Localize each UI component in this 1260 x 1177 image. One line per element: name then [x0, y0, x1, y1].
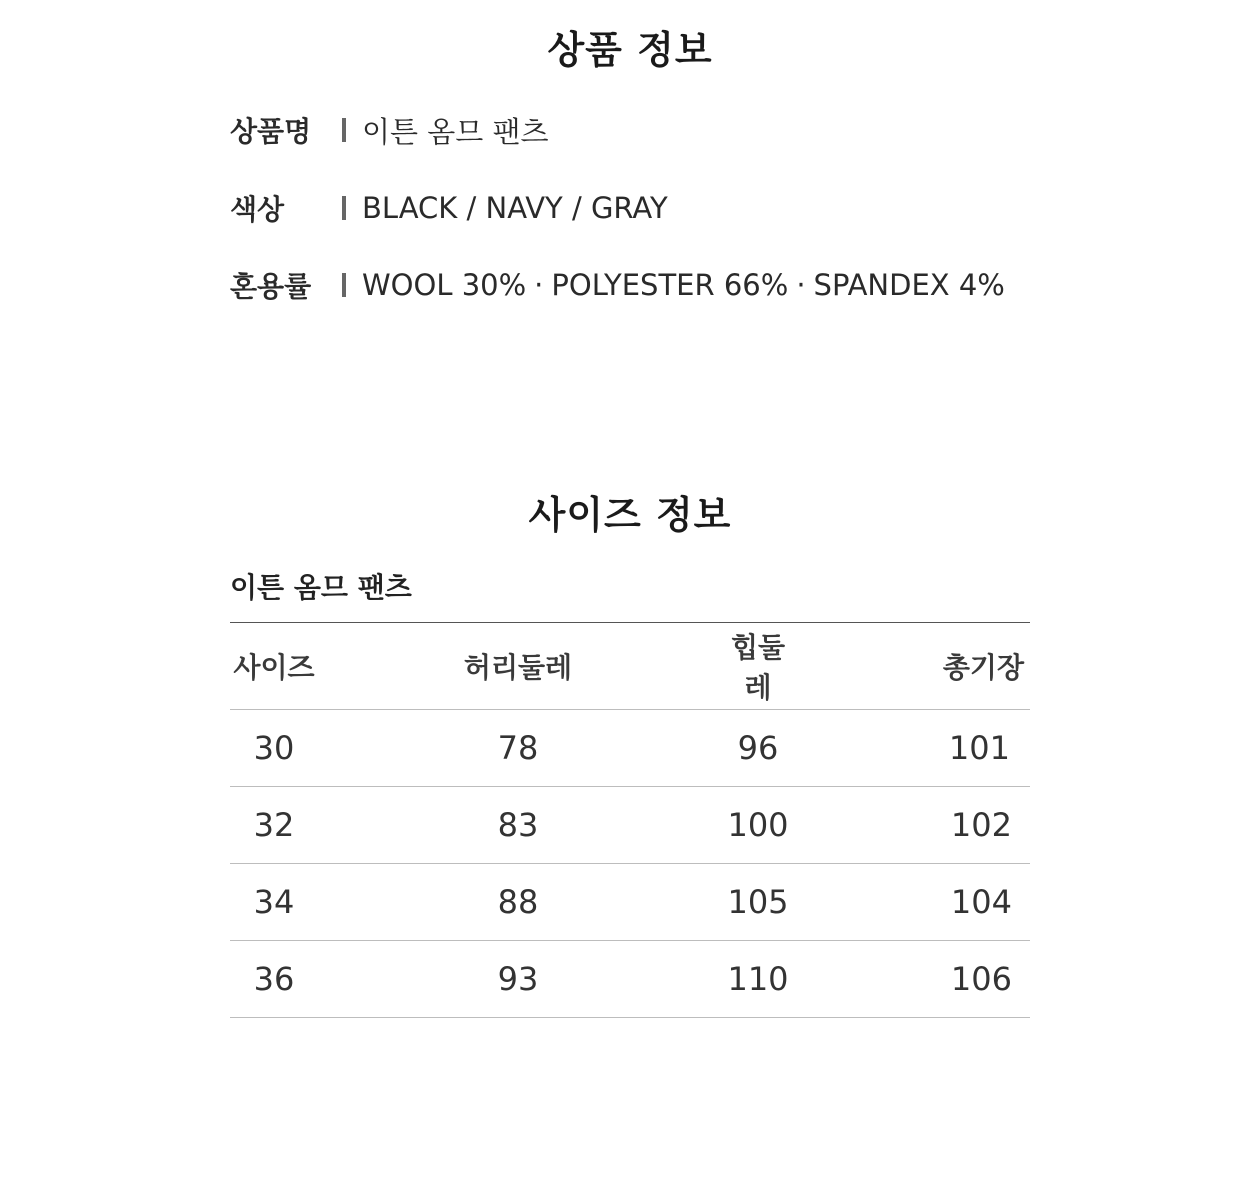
size-table [230, 622, 1030, 1018]
cell-total-length: 101 [948, 729, 1010, 767]
info-label-product-name: 상품명 [230, 115, 312, 148]
info-value-color: BLACK / NAVY / GRAY [362, 191, 668, 225]
table-row [230, 941, 1030, 1018]
info-row-product-name [230, 110, 549, 150]
table-row [230, 864, 1030, 941]
composition-separator: · [534, 268, 544, 302]
composition-wool: WOOL 30% [362, 268, 527, 302]
header-waist: 허리둘레 [463, 651, 573, 684]
info-label-composition: 혼용률 [230, 270, 312, 303]
cell-total-length: 104 [950, 883, 1012, 921]
info-row-color [230, 188, 668, 228]
info-row-composition [230, 265, 1005, 305]
cell-total-length: 102 [950, 806, 1012, 844]
cell-waist: 93 [497, 960, 539, 998]
cell-size: 32 [253, 806, 295, 844]
composition-separator: · [796, 268, 806, 302]
cell-size: 36 [253, 960, 295, 998]
header-total-length: 총기장 [942, 651, 1024, 684]
product-info-title: 상품 정보 [547, 28, 713, 73]
cell-hip: 100 [727, 806, 789, 844]
info-value-composition [362, 268, 1005, 302]
info-value-product-name: 이튼 옴므 팬츠 [362, 114, 549, 149]
info-divider [342, 196, 346, 220]
composition-polyester: POLYESTER 66% [551, 268, 789, 302]
table-row [230, 710, 1030, 787]
cell-size: 34 [253, 883, 295, 921]
cell-waist: 78 [497, 729, 539, 767]
size-table-product-name: 이튼 옴므 팬츠 [230, 571, 412, 604]
cell-hip: 105 [727, 883, 789, 921]
cell-total-length: 106 [950, 960, 1012, 998]
cell-waist: 83 [497, 806, 539, 844]
info-divider [342, 118, 346, 142]
table-row [230, 787, 1030, 864]
table-header-row [230, 623, 1030, 710]
composition-spandex: SPANDEX 4% [813, 268, 1005, 302]
size-info-title: 사이즈 정보 [528, 492, 732, 537]
header-hip: 힙둘레 [730, 631, 786, 704]
cell-size: 30 [253, 729, 295, 767]
header-size: 사이즈 [233, 651, 315, 684]
cell-hip: 110 [727, 960, 789, 998]
info-divider [342, 273, 346, 297]
cell-waist: 88 [497, 883, 539, 921]
info-label-color: 색상 [230, 193, 285, 226]
cell-hip: 96 [737, 729, 779, 767]
